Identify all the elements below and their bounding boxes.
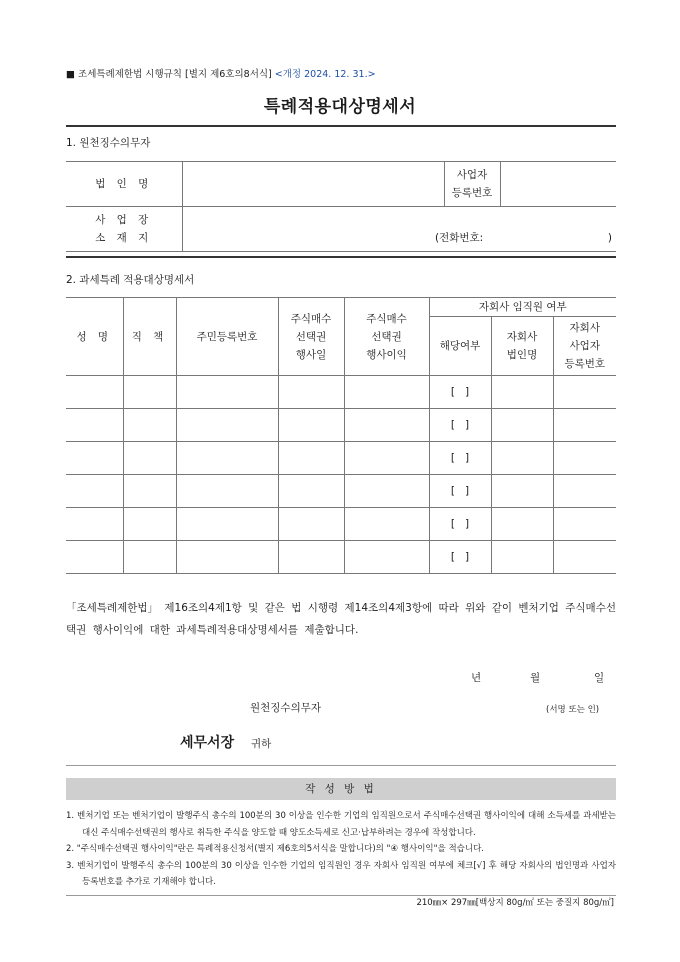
applicable-checkbox[interactable]: [ ] [429,442,491,475]
table-cell[interactable] [491,475,553,508]
phone-close: ) [607,232,612,244]
applicable-checkbox[interactable]: [ ] [429,376,491,409]
location-field[interactable] [182,207,616,252]
table-cell[interactable] [344,541,429,574]
table-cell[interactable] [66,409,123,442]
recipient-suffix: 귀하 [251,738,272,750]
revision-date: <개정 2024. 12. 31.> [274,69,376,80]
aff-corp-line2: 법인명 [506,349,538,361]
aff-reg-line1: 자회사 [569,322,600,334]
applicable-checkbox[interactable]: [ ] [429,409,491,442]
declaration-text: 「조세특례제한법」 제16조의4제1항 및 같은 법 시행령 제14조의4제3항에 따라 위와 같이 벤처기업 주식매수선택권 행사이익에 대한 과세특례적용대상명세서를 제출합니다. [66,602,616,636]
location-label-line2: 소 재 지 [95,232,153,244]
table-cell[interactable] [66,541,123,574]
biz-reg-field[interactable] [500,162,616,207]
location-label [66,207,182,252]
table-cell[interactable] [491,508,553,541]
table-cell[interactable] [176,442,278,475]
table-cell[interactable] [278,541,344,574]
table-cell[interactable] [176,376,278,409]
form-reference [66,66,376,80]
guide-notes [66,808,616,891]
col-header-grant-date [278,298,344,376]
gain-line1: 주식매수 [366,312,407,325]
aff-corp-line1: 자회사 [506,331,538,343]
table-cell[interactable] [123,409,176,442]
section1-heading: 1. 원천징수의무자 [66,137,151,149]
aff-reg-line3: 등록번호 [564,358,606,370]
date-year-label: 년 [471,672,482,684]
applicable-checkbox[interactable]: [ ] [429,508,491,541]
table-cell[interactable] [123,508,176,541]
divider [66,256,616,258]
table-row [66,409,616,442]
table-cell[interactable] [491,409,553,442]
table-cell[interactable] [344,409,429,442]
date-day-label: 일 [594,672,605,684]
table-cell[interactable] [123,541,176,574]
col-header-affiliate-reg [553,317,616,376]
table-row [66,508,616,541]
guide-note: 3. 벤처기업이 발행주식 총수의 100분의 30 이상을 인수한 기업의 임직원인 경우 자회사 임직원 여부에 체크[√] 후 해당 자회사의 법인명과 사업자등록번호를 추가로 기재해야 합니다. [66,860,616,887]
table-cell[interactable] [553,475,616,508]
table-cell[interactable] [176,475,278,508]
table-cell[interactable] [123,376,176,409]
table-cell[interactable] [553,442,616,475]
aff-reg-line2: 사업자 [569,340,600,352]
guide-heading: 작 성 방 법 [66,778,616,800]
col-header-affiliate-corp [491,317,553,376]
table-cell[interactable] [66,508,123,541]
table-cell[interactable] [553,508,616,541]
table-cell[interactable] [176,541,278,574]
table-cell[interactable] [123,442,176,475]
table-cell[interactable] [344,376,429,409]
table-cell[interactable] [123,475,176,508]
biz-reg-label-line1: 사업자 [456,169,488,181]
col-header-applicable: 해당여부 [429,317,491,376]
signature-note: (서명 또는 인) [546,705,600,715]
paper-spec: 210㎜× 297㎜[백상지 80g/㎡ 또는 중질지 80g/㎡] [416,898,614,908]
table-cell[interactable] [66,376,123,409]
grant-date-line1: 주식매수 [290,312,332,325]
page-title: 특례적용대상명세서 [263,97,417,117]
biz-reg-label-line2: 등록번호 [451,187,493,199]
table-cell[interactable] [344,475,429,508]
gain-line2: 선택권 [371,330,402,343]
biz-reg-label [444,162,500,207]
guide-note: 2. "주식매수선택권 행사이익"란은 특례적용신청서(별지 제6호의5서식을 말합니다)의 "④ 행사이익"을 적습니다. [66,844,484,854]
table-cell[interactable] [278,409,344,442]
table-cell[interactable] [66,442,123,475]
divider [66,125,616,127]
table-cell[interactable] [176,409,278,442]
table-cell[interactable] [278,376,344,409]
col-header-affiliate-group: 자회사 임직원 여부 [429,298,616,317]
table-cell[interactable] [553,541,616,574]
col-header-name: 성 명 [66,298,123,376]
guide-note: 1. 벤처기업 또는 벤처기업이 발행주식 총수의 100분의 30 이상을 인수한 기업의 임직원으로서 주식매수선택권 행사이익에 대해 소득세를 과세받는 대신 주식매수선택권의 행사로 취득한 주식을 양도할 때 양도소득세로 신고·납부하려는 경우에 작성합니다. [66,811,616,838]
table-cell[interactable] [66,475,123,508]
grant-date-line2: 선택권 [295,330,327,343]
applicable-checkbox[interactable]: [ ] [429,541,491,574]
table-row [66,376,616,409]
signer-label: 원천징수의무자 [250,702,322,714]
col-header-exercise-gain [344,298,429,376]
table-cell[interactable] [344,442,429,475]
grant-date-line3: 행사일 [295,348,327,361]
divider [66,765,616,766]
table-cell[interactable] [553,376,616,409]
special-taxation-table [66,297,616,574]
form-ref-text: 조세특례제한법 시행규칙 [별지 제6호의8서식] [78,69,272,80]
table-cell[interactable] [278,508,344,541]
corp-name-label: 법 인 명 [66,162,182,207]
table-cell[interactable] [278,475,344,508]
table-cell[interactable] [553,409,616,442]
table-cell[interactable] [491,376,553,409]
date-month-label: 월 [530,672,541,684]
bullet-square-icon: ■ [66,69,75,80]
gain-line3: 행사이익 [366,348,407,361]
col-header-resident-no: 주민등록번호 [176,298,278,376]
table-cell[interactable] [344,508,429,541]
table-row [66,541,616,574]
table-cell[interactable] [278,442,344,475]
location-label-line1: 사 업 장 [95,214,153,226]
tax-office-title: 세무서장 [180,735,235,751]
table-cell[interactable] [491,442,553,475]
table-row [66,475,616,508]
col-header-position: 직 책 [123,298,176,376]
phone-label: (전화번호: [434,232,484,244]
corp-name-field[interactable] [182,162,444,207]
table-cell[interactable] [176,508,278,541]
withholding-agent-table [66,161,616,252]
table-cell[interactable] [491,541,553,574]
applicable-checkbox[interactable]: [ ] [429,475,491,508]
section2-heading: 2. 과세특례 적용대상명세서 [66,274,195,286]
table-row [66,442,616,475]
